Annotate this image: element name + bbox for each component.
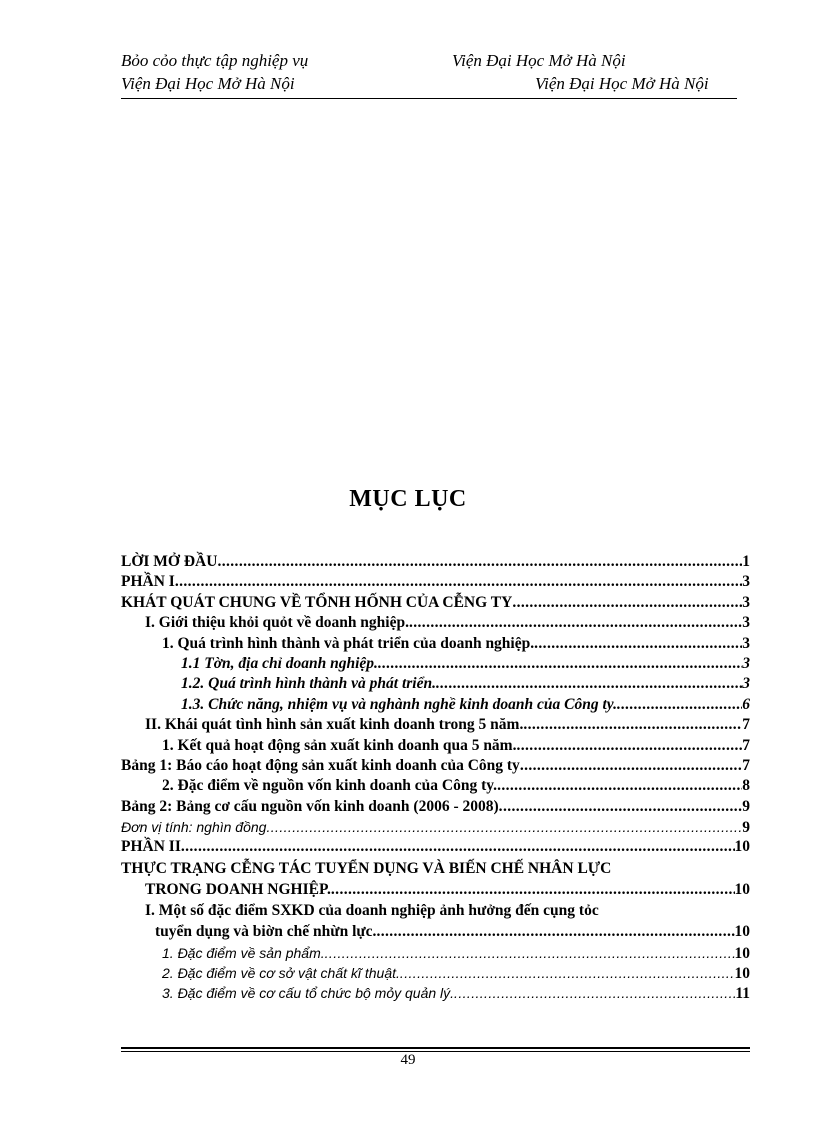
toc-entry-text: 3. Đặc điểm về cơ cấu tổ chức bộ mỏy quản lý. — [162, 985, 455, 1002]
header-rule — [121, 98, 737, 99]
toc-leader — [331, 880, 735, 900]
toc-entry[interactable] — [121, 880, 750, 900]
header-report-title: Bỏo cỏo thực tập nghiệp vụ — [121, 51, 309, 70]
toc-entry-text: PHẦN II — [121, 838, 181, 856]
toc-page-number: 3 — [742, 634, 750, 652]
toc-page-number: 7 — [742, 716, 750, 734]
toc-entry-line[interactable] — [121, 858, 750, 880]
toc-entry[interactable] — [121, 572, 750, 592]
toc-leader — [454, 983, 735, 1003]
toc-leader — [175, 572, 742, 592]
toc-leader — [516, 736, 742, 756]
footer-rule-thick — [121, 1047, 750, 1049]
toc-entry-line[interactable] — [121, 900, 750, 922]
table-of-contents — [121, 552, 750, 1004]
toc-entry[interactable] — [121, 943, 750, 963]
toc-entry-text: 1. Đặc điểm về sản phẩm. — [162, 944, 325, 961]
header-institute-3: Viện Đại Học Mở Hà Nội — [535, 74, 709, 93]
toc-leader — [378, 654, 742, 674]
header-line-1 — [121, 49, 737, 72]
toc-entry[interactable] — [121, 552, 750, 572]
toc-entry-text: Bảng 2: Bảng cơ cấu nguồn vốn kinh doanh (2006 - 2008) — [121, 797, 499, 815]
toc-entry[interactable] — [121, 715, 750, 735]
toc-entry-text: 2. Đặc điểm về cơ sở vật chất kĩ thuật. — [162, 965, 400, 982]
toc-leader — [512, 593, 742, 613]
toc-page-number: 3 — [742, 654, 750, 672]
toc-page-number: 9 — [742, 797, 750, 815]
toc-entry[interactable] — [121, 922, 750, 942]
toc-page-number: 7 — [742, 736, 750, 754]
toc-entry[interactable] — [121, 613, 750, 633]
toc-page-number: 3 — [742, 593, 750, 611]
toc-entry-text: 1. Kết quả hoạt động sản xuất kinh doanh qua 5 năm. — [162, 736, 517, 754]
page-header — [121, 49, 737, 95]
toc-page-number: 3 — [742, 573, 750, 591]
toc-entry[interactable] — [121, 674, 750, 694]
toc-entry-text: I. Giới thiệu khỏi quỏt về doanh nghiệp. — [145, 614, 409, 632]
toc-entry-text: 2. Đặc điểm về nguồn vốn kinh doanh của Công ty. — [162, 777, 498, 795]
toc-leader — [534, 634, 742, 654]
toc-entry-text: II. Khái quát tình hình sản xuất kinh doanh trong 5 năm. — [145, 716, 524, 734]
toc-page-number: 8 — [742, 777, 750, 795]
toc-page-number: 10 — [734, 923, 750, 941]
toc-entry[interactable] — [121, 817, 750, 837]
toc-entry-text: tuyển dụng và biờn chế nhừn lực. — [155, 923, 377, 941]
toc-entry[interactable] — [121, 736, 750, 756]
toc-entry[interactable] — [121, 593, 750, 613]
toc-entry-text: 1.2. Quá trình hình thành và phát triển. — [181, 675, 436, 693]
toc-entry-text: Đơn vị tính: nghìn đồng — [121, 819, 267, 836]
toc-page-number: 10 — [734, 944, 750, 962]
toc-leader — [217, 552, 742, 572]
toc-entry-text: THỰC TRẠNG CỄNG TÁC TUYỂN DỤNG VÀ BIẾN CHẾ NHÂN LỰC — [121, 859, 612, 877]
toc-leader — [400, 963, 735, 983]
toc-entry-text: 1. Quá trình hình thành và phát triển của doanh nghiệp. — [162, 634, 535, 652]
toc-entry-text: PHẦN I — [121, 573, 175, 591]
toc-page-number: 7 — [742, 756, 750, 774]
toc-leader — [499, 797, 743, 817]
toc-entry-text: LỜI MỞ ĐẦU — [121, 553, 218, 570]
toc-leader — [325, 943, 735, 963]
toc-page-number: 1 — [742, 553, 750, 570]
toc-entry[interactable] — [121, 797, 750, 817]
toc-page-number: 9 — [742, 819, 750, 837]
toc-entry[interactable] — [121, 634, 750, 654]
toc-leader — [409, 613, 742, 633]
toc-page-number: 10 — [734, 838, 750, 856]
toc-page-number: 6 — [742, 695, 750, 713]
toc-page-number: 3 — [742, 614, 750, 632]
toc-leader — [376, 922, 734, 942]
toc-entry-text: KHÁT QUÁT CHUNG VỀ TỔNH HỐNH CỦA CỄNG TY — [121, 593, 513, 611]
toc-leader — [497, 776, 742, 796]
toc-entry-text: I. Một số đặc điểm SXKD của doanh nghiệp ảnh hưởng đến cụng tỏc — [145, 902, 599, 920]
toc-page-number: 11 — [735, 985, 750, 1003]
toc-leader — [520, 756, 742, 776]
toc-entry[interactable] — [121, 776, 750, 796]
toc-leader — [266, 817, 742, 837]
toc-leader — [181, 837, 735, 857]
toc-entry-text: 1.1 Tờn, địa chỉ doanh nghiệp. — [181, 654, 378, 672]
toc-entry-text: TRONG DOANH NGHIỆP. — [145, 880, 331, 898]
toc-entry[interactable] — [121, 983, 750, 1003]
toc-entry[interactable] — [121, 963, 750, 983]
header-institute-2: Viện Đại Học Mở Hà Nội — [121, 74, 295, 93]
header-line-2 — [121, 72, 737, 95]
toc-page-number: 10 — [734, 880, 750, 898]
toc-page-number: 10 — [734, 965, 750, 983]
toc-entry[interactable] — [121, 837, 750, 857]
toc-leader — [436, 674, 742, 694]
toc-leader — [617, 695, 742, 715]
page-number: 49 — [400, 1052, 416, 1068]
toc-entry-text: 1.3. Chức năng, nhiệm vụ và nghành nghề kinh doanh của Công ty. — [181, 695, 617, 713]
toc-entry-text: Bảng 1: Báo cáo hoạt động sản xuất kinh doanh của Công ty — [121, 756, 520, 774]
page-title: MỤC LỤC — [349, 486, 467, 512]
header-institute-1: Viện Đại Học Mở Hà Nội — [452, 51, 626, 70]
toc-entry[interactable] — [121, 756, 750, 776]
toc-entry[interactable] — [121, 654, 750, 674]
toc-leader — [523, 715, 742, 735]
toc-entry[interactable] — [121, 695, 750, 715]
toc-page-number: 3 — [742, 675, 750, 693]
